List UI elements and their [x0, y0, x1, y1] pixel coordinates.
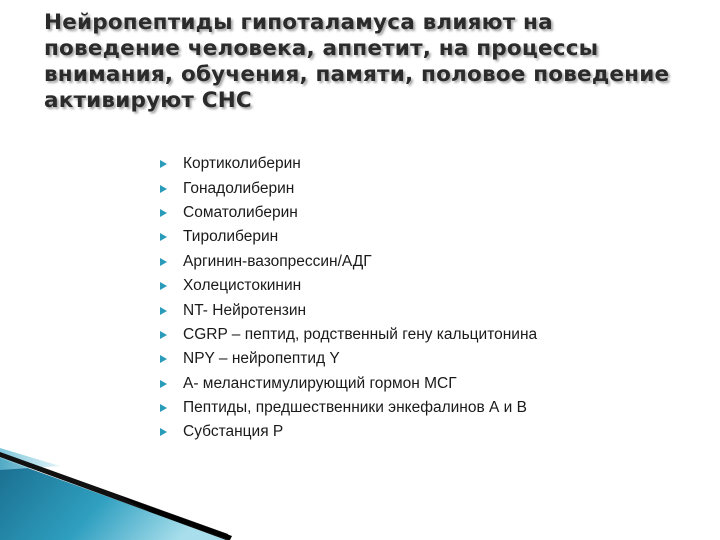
list-item-text: NPY – нейропептид Y: [183, 350, 340, 368]
list-item-text: Субстанция Р: [183, 423, 284, 441]
list-item-text: NT- Нейротензин: [183, 301, 307, 319]
list-item-text: Кортиколиберин: [183, 155, 301, 173]
list-item-text: Пептиды, предшественники энкефалинов А и В: [183, 399, 527, 417]
list-item-text: Гонадолиберин: [183, 179, 295, 197]
list-item-text: Соматолиберин: [183, 203, 298, 221]
list-item-text: Аргинин-вазопрессин/АДГ: [183, 252, 372, 270]
list-item-text: Холецистокинин: [183, 277, 302, 295]
list-item-text: A- меланстимулирующий гормон МСГ: [183, 374, 457, 392]
list-item-text: CGRP – пептид, родственный гену кальцитонина: [183, 325, 538, 343]
slide-title: Нейропептиды гипоталамуса влияют на поведение человека, аппетит, на процессы внимания, обучения, памяти, половое поведение активируют СНС: [44, 10, 670, 113]
list-item-text: Тиролиберин: [183, 228, 279, 246]
